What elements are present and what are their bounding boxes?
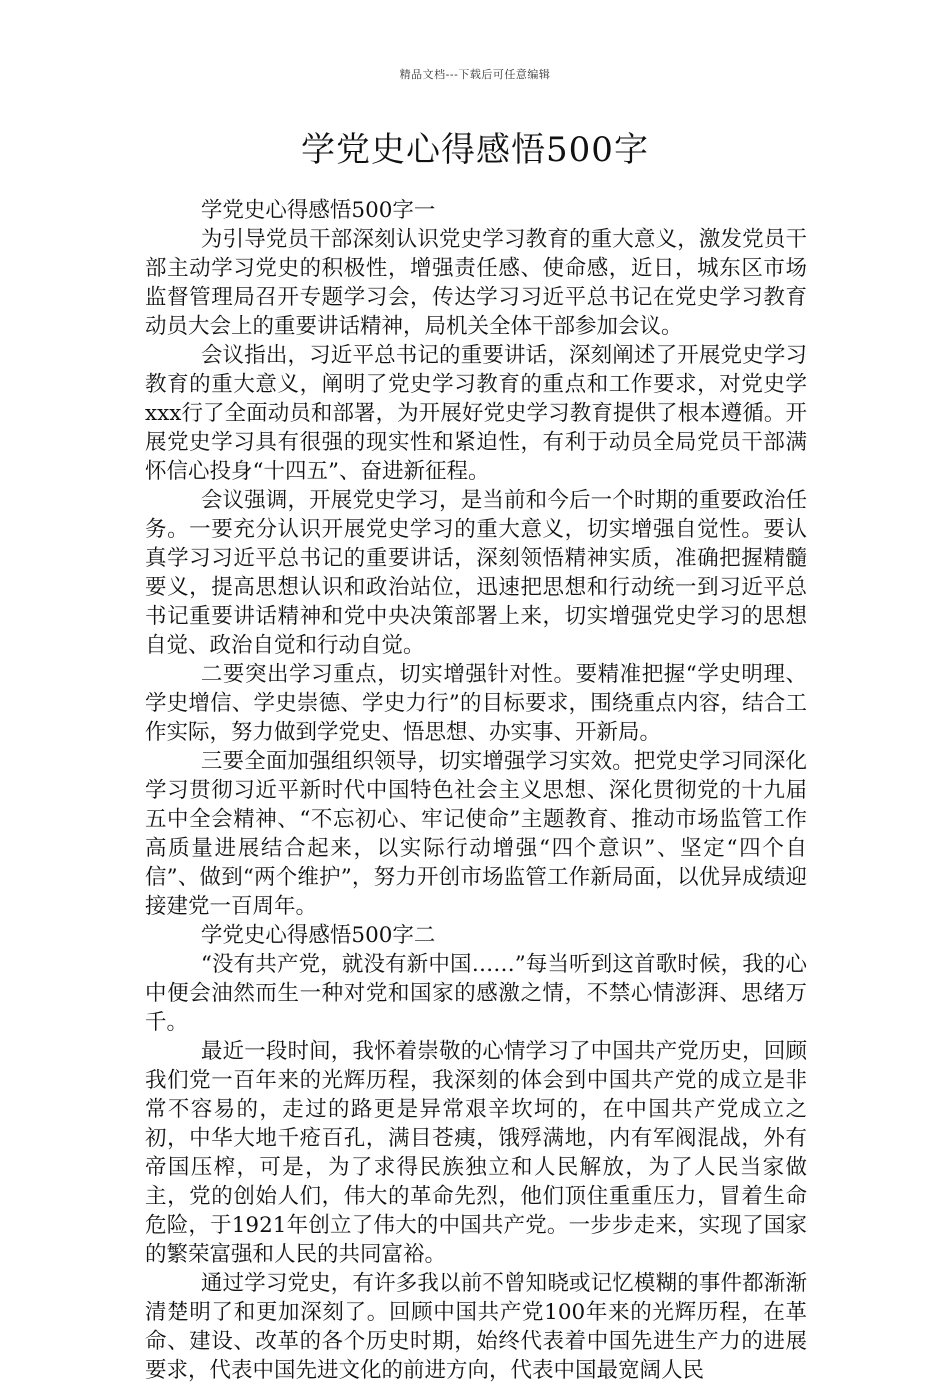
document-title: 学党史心得感悟500字 [301, 130, 649, 170]
section-heading-1: 学党史心得感悟500字一 [200, 198, 436, 223]
paragraph: 会议指出，习近平总书记的重要讲话，深刻阐述了开展党史学习教育的重大意义，阐明了党史学习教育的重点和工作要求，对党史学xxx行了全面动员和部署，为开展好党史学习教育提供了根本遵循。开展党史学习具有很强的现实性和紧迫性，有利于动员全局党员干部满怀信心投身“十四五”、奋进新征程。 [145, 343, 807, 484]
header-note: 精品文档---下载后可任意编辑 [399, 68, 551, 81]
paragraph: 通过学习党史，有许多我以前不曾知晓或记忆模糊的事件都渐渐清楚明了和更加深刻了。回顾中国共产党100年来的光辉历程，在革命、建设、改革的各个历史时期，始终代表着中国先进生产力的进展要求，代表中国先进文化的前进方向，代表中国最宽阔人民 [145, 1271, 807, 1383]
section-heading-2: 学党史心得感悟500字二 [200, 923, 436, 948]
paragraph: 为引导党员干部深刻认识党史学习教育的重大意义，激发党员干部主动学习党史的积极性，增强责任感、使命感，近日，城东区市场监督管理局召开专题学习会，传达学习习近平总书记在党史学习教育动员大会上的重要讲话精神，局机关全体干部参加会议。 [145, 227, 807, 339]
document-body [145, 196, 807, 1385]
paragraph: “没有共产党，就没有新中国……”每当听到这首歌时候，我的心中便会油然而生一种对党和国家的感激之情，不禁心情澎湃、思绪万千。 [145, 952, 807, 1035]
paragraph: 会议强调，开展党史学习，是当前和今后一个时期的重要政治任务。一要充分认识开展党史学习的重大意义，切实增强自觉性。要认真学习习近平总书记的重要讲话，深刻领悟精神实质，准确把握精髓要义，提高思想认识和政治站位，迅速把思想和行动统一到习近平总书记重要讲话精神和党中央决策部署上来，切实增强党史学习的思想自觉、政治自觉和行动自觉。 [145, 488, 807, 658]
paragraph: 二要突出学习重点，切实增强针对性。要精准把握“学史明理、学史增信、学史崇德、学史力行”的目标要求，围绕重点内容，结合工作实际，努力做到学党史、悟思想、办实事、开新局。 [145, 662, 807, 745]
paragraph: 最近一段时间，我怀着崇敬的心情学习了中国共产党历史，回顾我们党一百年来的光辉历程，我深刻的体会到中国共产党的成立是非常不容易的，走过的路更是异常艰辛坎坷的，在中国共产党成立之初，中华大地千疮百孔，满目苍痍，饿殍满地，内有军阀混战，外有帝国压榨，可是，为了求得民族独立和人民解放，为了人民当家做主，党的创始人们，伟大的革命先烈，他们顶住重重压力，冒着生命危险，于1921年创立了伟大的中国共产党。一步步走来，实现了国家的繁荣富强和人民的共同富裕。 [145, 1039, 807, 1267]
paragraph: 三要全面加强组织领导，切实增强学习实效。把党史学习同深化学习贯彻习近平新时代中国特色社会主义思想、深化贯彻党的十九届五中全会精神、“不忘初心、牢记使命”主题教育、推动市场监管工作高质量进展结合起来，以实际行动增强“四个意识”、坚定“四个自信”、做到“两个维护”，努力开创市场监管工作新局面，以优异成绩迎接建党一百周年。 [145, 749, 807, 919]
